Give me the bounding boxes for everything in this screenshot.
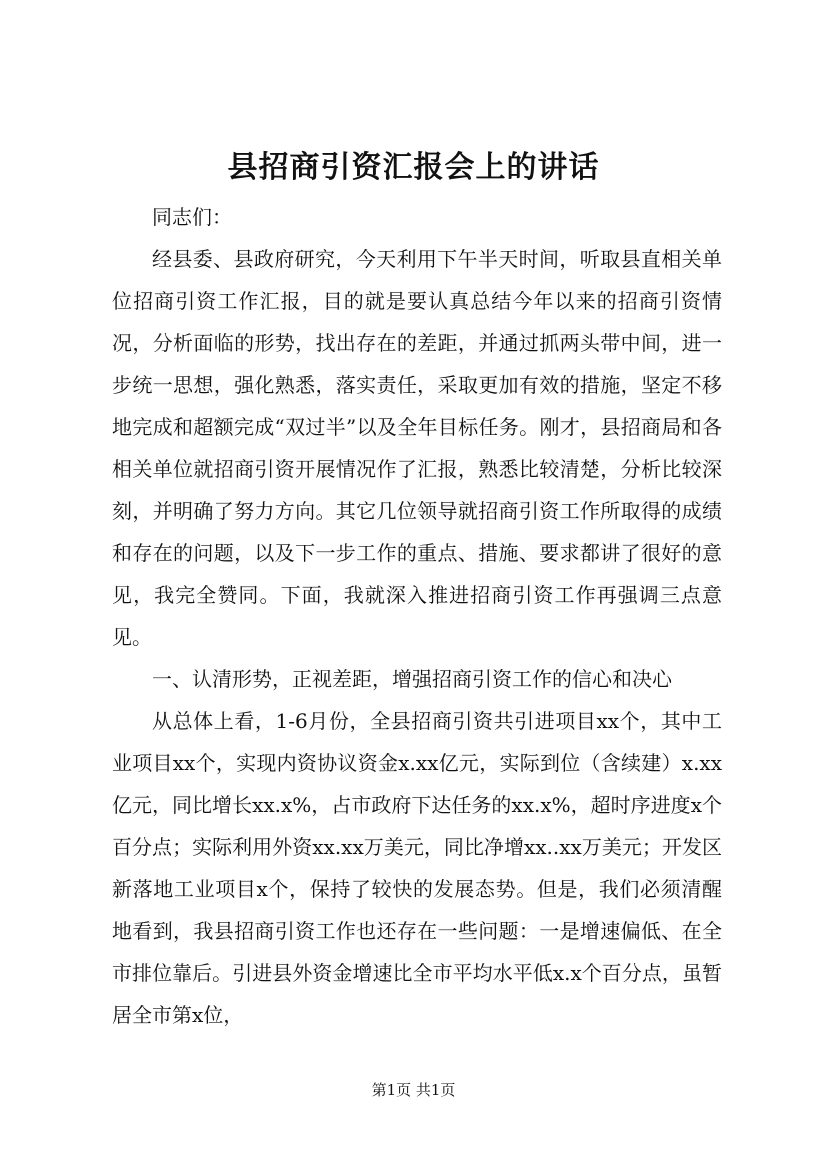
salutation-paragraph: 同志们： [152, 205, 232, 229]
section-heading: 一、认清形势，正视差距，增强招商引资工作的信心和决心 [152, 667, 672, 691]
document-title: 县招商引资汇报会上的讲话 [227, 150, 600, 185]
body-paragraph: 从总体上看，1-6月份，全县招商引资共引进项目xx个，其中工业项目xx个，实现内资协议资金x.xx亿元，实际到位（含续建）x.xx亿元，同比增长xx.x%，占市政府下达任务的xx.x%，超时序进度x个百分点；实际利用外资xx.xx万美元，同比净增xx..xx万美元；开发区新落地工业项目x个，保持了较快的发展态势。但是，我们必须清醒地看到，我县招商引资工作也还存在一些问题：一是增速偏低、在全市排位靠后。引进县外资金增速比全市平均水平低x.x个百分点，虽暂居全市第x位， [112, 709, 722, 1027]
page-footer: 第1页 共1页 [371, 1081, 456, 1099]
document-body [112, 196, 722, 1036]
intro-paragraph: 经县委、县政府研究，今天利用下午半天时间，听取县直相关单位招商引资工作汇报，目的就是要认真总结今年以来的招商引资情况，分析面临的形势，找出存在的差距，并通过抓两头带中间，进一步统一思想，强化熟悉，落实责任，采取更加有效的措施，坚定不移地完成和超额完成“双过半”以及全年目标任务。刚才，县招商局和各相关单位就招商引资开展情况作了汇报，熟悉比较清楚，分析比较深刻，并明确了努力方向。其它几位领导就招商引资工作所取得的成绩和存在的问题，以及下一步工作的重点、措施、要求都讲了很好的意见，我完全赞同。下面，我就深入推进招商引资工作再强调三点意见。 [112, 247, 722, 649]
